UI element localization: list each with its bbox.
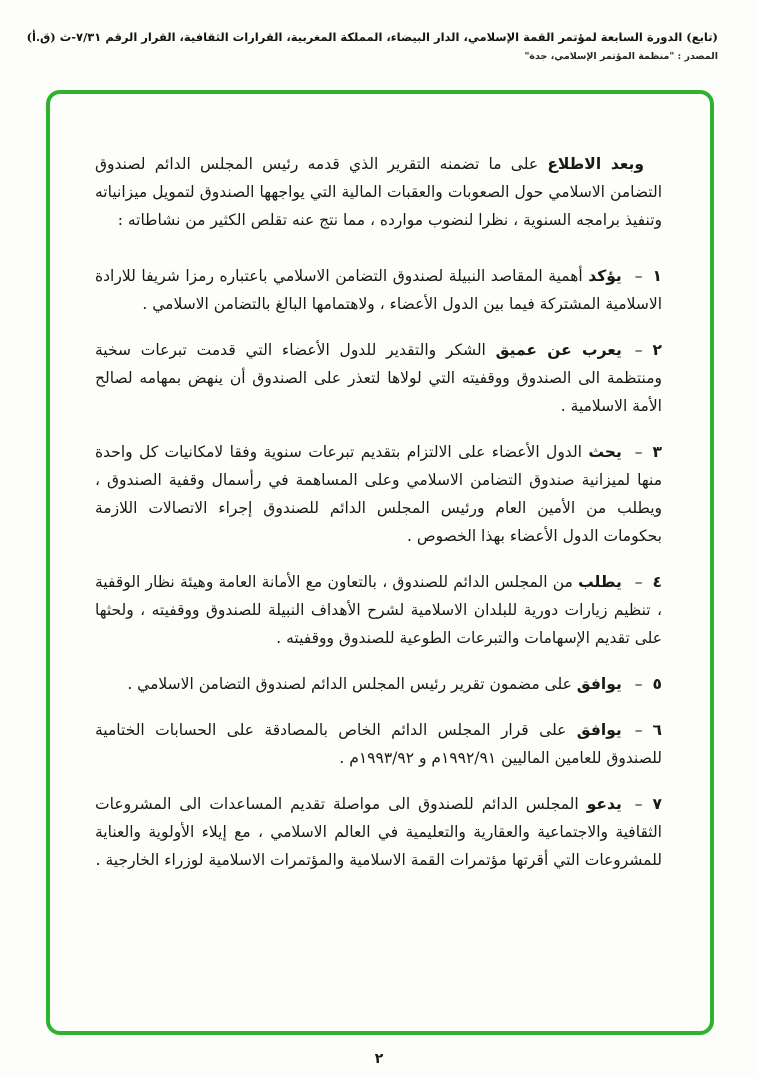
source-line: المصدر : "منظمة المؤتمر الإسلامي، جدة" <box>524 51 718 62</box>
item-number: ٢ <box>652 340 663 359</box>
item-text: على قرار المجلس الدائم الخاص بالمصادقة على الحسابات الختامية للصندوق للعامين الماليين ١٩٩٢/٩١م و ١٩٩٣/٩٢م . <box>95 721 662 767</box>
resolution-item <box>95 790 662 874</box>
item-dash: – <box>634 443 643 461</box>
item-dash: – <box>634 675 643 693</box>
item-lead: يؤكد <box>588 266 622 285</box>
resolution-item <box>95 716 662 772</box>
item-dash: – <box>634 267 643 285</box>
item-dash: – <box>634 573 643 591</box>
item-lead: يعرب عن عميق <box>495 340 622 359</box>
item-lead: يدعو <box>586 794 622 813</box>
item-number: ٦ <box>652 720 662 739</box>
item-number: ٧ <box>652 794 662 813</box>
item-lead: يوافق <box>576 674 622 693</box>
item-text: من المجلس الدائم للصندوق ، بالتعاون مع الأمانة العامة وهيئة نظار الوقفية ، تنظيم زيارات دورية للبلدان الاسلامية لشرح الأهداف النبيلة للصندوق ووقفيته ، ولحثها على تقديم الإسهامات والتبرعات الطوعية للصندوق ووقفيته . <box>95 573 662 647</box>
item-lead: يطلب <box>578 572 622 591</box>
item-text: على مضمون تقرير رئيس المجلس الدائم لصندوق التضامن الاسلامي . <box>127 675 572 693</box>
resolution-item <box>95 262 662 318</box>
document-header <box>28 30 718 62</box>
item-number: ٥ <box>652 674 662 693</box>
item-lead: يوافق <box>576 720 622 739</box>
page-number: ٢ <box>374 1051 384 1067</box>
resolution-item <box>95 336 662 420</box>
intro-text: على ما تضمنه التقرير الذي قدمه رئيس المجلس الدائم لصندوق التضامن الاسلامي حول الصعوبات والعقبات المالية التي يواجهها الصندوق لتمويل ميزانياته وتنفيذ برامجه السنوية ، نظرا لنضوب موارده ، مما نتج عنه تقلص الكثير من نشاطاته : <box>95 155 662 229</box>
item-dash: – <box>634 341 643 359</box>
item-number: ١ <box>652 266 662 285</box>
resolution-item <box>95 438 662 550</box>
resolution-item <box>95 568 662 652</box>
item-dash: – <box>634 721 643 739</box>
item-number: ٤ <box>652 572 662 591</box>
intro-paragraph <box>95 150 662 234</box>
resolution-item <box>95 670 662 698</box>
item-dash: – <box>634 795 643 813</box>
header-citation: (تابع) الدورة السابعة لمؤتمر القمة الإسلامي، الدار البيضاء، المملكة المغربية، القرارات الثقافية، القرار الرقم ٧/٣١-ث (ق.أ) <box>26 30 718 44</box>
resolution-items-list <box>95 262 662 874</box>
item-lead: يحث <box>588 442 622 461</box>
item-text: المجلس الدائم للصندوق الى مواصلة تقديم المساعدات الى المشروعات الثقافية والاجتماعية والعقارية والتعليمية في العالم الاسلامي ، مع إيلاء الأولوية والعناية للمشروعات التي أقرتها مؤتمرات القمة الاسلامية والمؤتمرات الاسلامية لوزراء الخارجية . <box>95 795 662 869</box>
document-body <box>95 150 662 892</box>
item-text: الدول الأعضاء على الالتزام بتقديم تبرعات سنوية وفقا لامكانيات كل واحدة منها لميزانية صندوق التضامن الاسلامي وعلى المساهمة في رأسمال وقفية الصندوق ، ويطلب من الأمين العام ورئيس المجلس الدائم للصندوق إجراء الاتصالات اللازمة بحكومات الدول الأعضاء بهذا الخصوص . <box>95 443 662 545</box>
item-text: الشكر والتقدير للدول الأعضاء التي قدمت تبرعات سخية ومنتظمة الى الصندوق ووقفيته التي لولاها لتعذر على الصندوق أن ينهض بمهامه لصالح الأمة الاسلامية . <box>95 341 662 415</box>
item-number: ٣ <box>652 442 662 461</box>
intro-lead: وبعد الاطلاع <box>547 154 644 173</box>
item-text: أهمية المقاصد النبيلة لصندوق التضامن الاسلامي باعتباره رمزا شريفا للارادة الاسلامية المشتركة فيما بين الدول الأعضاء ، ولاهتمامها البالغ بالتضامن الاسلامي . <box>95 267 662 313</box>
